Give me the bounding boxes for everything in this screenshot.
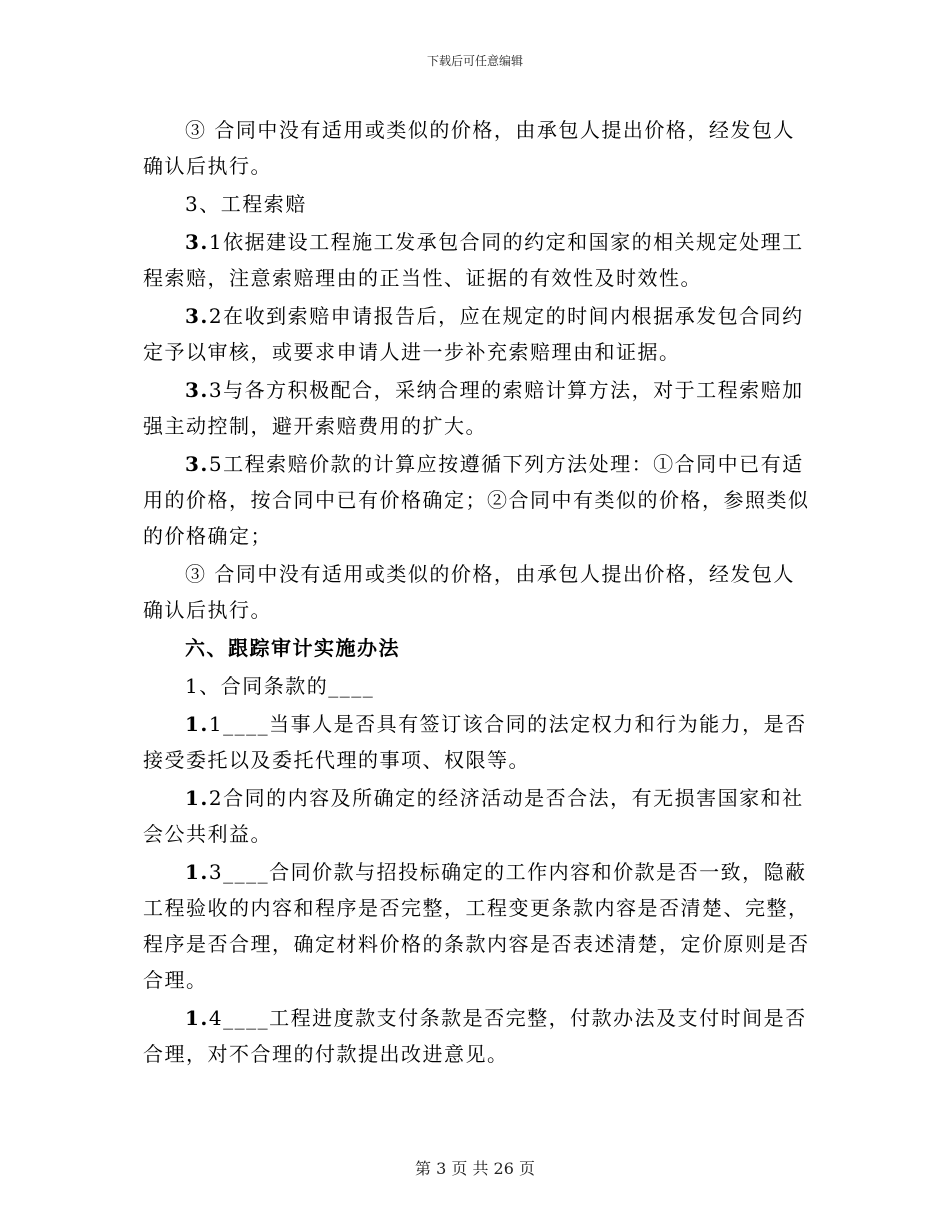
page-footer: 第 3 页 共 26 页 [415, 1159, 535, 1178]
section-heading: 1、合同条款的____ [185, 674, 375, 698]
paragraph: 3.5工程索赔价款的计算应按遵循下列方法处理：①合同中已有适用的价格，按合同中已有价格确定；②合同中有类似的价格，参照类似的价格确定； [143, 452, 810, 548]
paragraph: ③ 合同中没有适用或类似的价格，由承包人提出价格，经发包人确认后执行。 [143, 562, 795, 622]
document-body [143, 112, 813, 1074]
page-header: 下载后可任意编辑 [426, 54, 523, 68]
paragraph: 1.4____工程进度款支付条款是否完整，付款办法及支付时间是否合理，对不合理的付款提出改进意见。 [143, 1006, 807, 1066]
paragraph: 3.3与各方积极配合，采纳合理的索赔计算方法，对于工程索赔加强主动控制，避开索赔费用的扩大。 [143, 378, 804, 438]
paragraph: 1.2合同的内容及所确定的经济活动是否合法，有无损害国家和社会公共利益。 [143, 786, 804, 846]
paragraph: 1.3____合同价款与招投标确定的工作内容和价款是否一致，隐蔽工程验收的内容和程序是否完整，工程变更条款内容是否清楚、完整，程序是否合理，确定材料价格的条款内容是否表述清楚，定价原则是否合理。 [143, 860, 810, 992]
paragraph: ③ 合同中没有适用或类似的价格，由承包人提出价格，经发包人确认后执行。 [143, 118, 795, 178]
paragraph: 3.2在收到索赔申请报告后，应在规定的时间内根据承发包合同约定予以审核，或要求申请人进一步补充索赔理由和证据。 [143, 304, 804, 364]
chapter-heading: 六、跟踪审计实施办法 [185, 636, 400, 660]
section-heading: 3、工程索赔 [185, 192, 307, 216]
paragraph: 1.1____当事人是否具有签订该合同的法定权力和行为能力，是否接受委托以及委托代理的事项、权限等。 [143, 712, 807, 772]
paragraph: 3.1依据建设工程施工发承包合同的约定和国家的相关规定处理工程索赔，注意索赔理由的正当性、证据的有效性及时效性。 [143, 230, 804, 290]
